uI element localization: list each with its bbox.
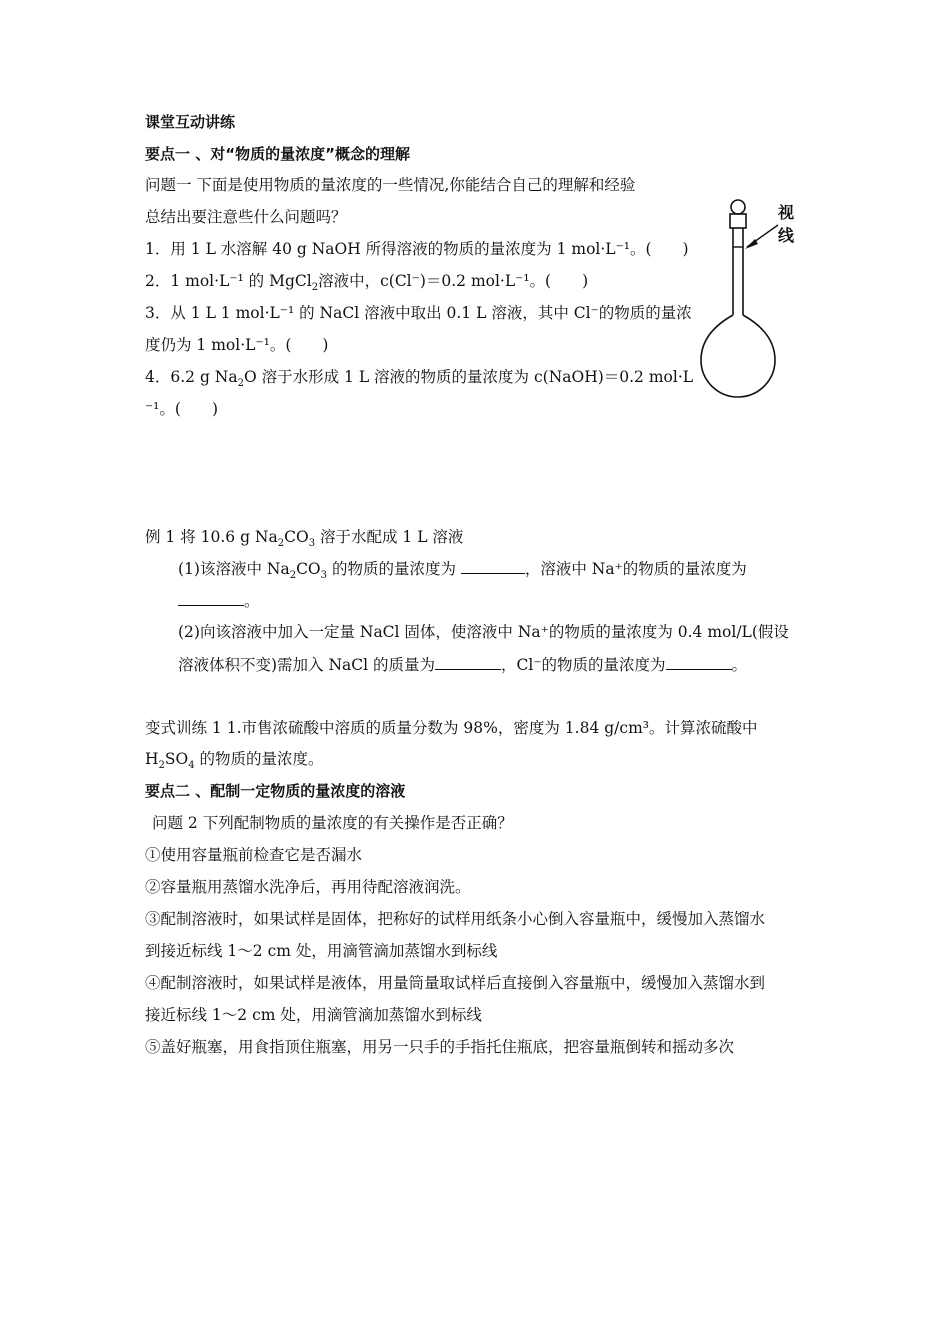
point1-heading: 要点一 、对“物质的量浓度”概念的理解 <box>145 145 410 163</box>
answer-blank[interactable] <box>461 558 525 574</box>
operation-1: ①使用容量瓶前检查它是否漏水 <box>145 846 363 864</box>
item-3-line2: 度仍为 1 mol·L⁻¹。( ) <box>145 336 329 354</box>
answer-blank[interactable] <box>178 590 244 606</box>
variant-training-line1: 变式训练 1 1.市售浓硫酸中溶质的质量分数为 98%，密度为 1.84 g/cm³。计算浓硫酸中 <box>145 719 758 737</box>
example-question-2-line2: 溶液体积不变)需加入 NaCl 的质量为 ，Cl⁻的物质的量浓度为 。 <box>178 656 748 674</box>
operation-3-line1: ③配制溶液时，如果试样是固体，把称好的试样用纸条小心倒入容量瓶中，缓慢加入蒸馏水 <box>145 910 766 928</box>
example-question-2-line1: (2)向该溶液中加入一定量 NaCl 固体，使溶液中 Na⁺的物质的量浓度为 0.4 mol/L(假设 <box>178 623 789 641</box>
section-title: 课堂互动讲练 <box>145 113 236 131</box>
question1-line2: 总结出要注意些什么问题吗？ <box>145 208 347 226</box>
example-question-1: (1)该溶液中 $Na_2CO_3$ 的物质的量浓度为 ，溶液中 Na⁺的物质的量浓度为 <box>178 560 747 581</box>
question1-line1: 问题一 下面是使用物质的量浓度的一些情况,你能结合自己的理解和经验 <box>145 176 636 194</box>
answer-blank[interactable] <box>666 654 732 670</box>
item-4: 4．6.2 g $Na_2O$ 溶于水形成 1 L 溶液的物质的量浓度为 c(NaOH)＝0.2 mol·L <box>145 368 694 389</box>
item-1: 1．用 1 L 水溶解 40 g NaOH 所得溶液的物质的量浓度为 1 mol·L⁻¹。( ) <box>145 240 689 258</box>
example-1: 例 1 将 10.6 g $Na_2CO_3$ 溶于水配成 1 L 溶液 <box>145 528 464 549</box>
answer-blank[interactable] <box>435 654 501 670</box>
operation-4-line2: 接近标线 1～2 cm 处，用滴管滴加蒸馏水到标线 <box>145 1006 482 1024</box>
item-4-line2: ⁻¹。( ) <box>145 400 218 418</box>
question2-title: 问题 2 下列配制物质的量浓度的有关操作是否正确？ <box>152 814 513 832</box>
item-3-line1: 3．从 1 L 1 mol·L⁻¹ 的 NaCl 溶液中取出 0.1 L 溶液，其中 Cl⁻的物质的量浓 <box>145 304 692 322</box>
variant-training-line2: $H_2SO_4$ 的物质的量浓度。 <box>145 750 324 771</box>
item-2: 2．1 mol·L⁻¹ 的 MgCl$_2$溶液中，c(Cl⁻)＝0.2 mol·L⁻¹。( ) <box>145 272 589 293</box>
operation-3-line2: 到接近标线 1～2 cm 处，用滴管滴加蒸馏水到标线 <box>145 942 498 960</box>
operation-5: ⑤盖好瓶塞，用食指顶住瓶塞，用另一只手的手指托住瓶底，把容量瓶倒转和摇动多次 <box>145 1038 735 1056</box>
flask-label-bottom: 线 <box>778 226 795 245</box>
flask-label-top: 视 <box>778 203 795 222</box>
example-question-1-line2: 。 <box>178 590 260 611</box>
point2-heading: 要点二 、配制一定物质的量浓度的溶液 <box>145 782 406 800</box>
operation-2: ②容量瓶用蒸馏水洗净后，再用待配溶液润洗。 <box>145 878 471 896</box>
operation-4-line1: ④配制溶液时，如果试样是液体，用量筒量取试样后直接倒入容量瓶中，缓慢加入蒸馏水到 <box>145 974 766 992</box>
